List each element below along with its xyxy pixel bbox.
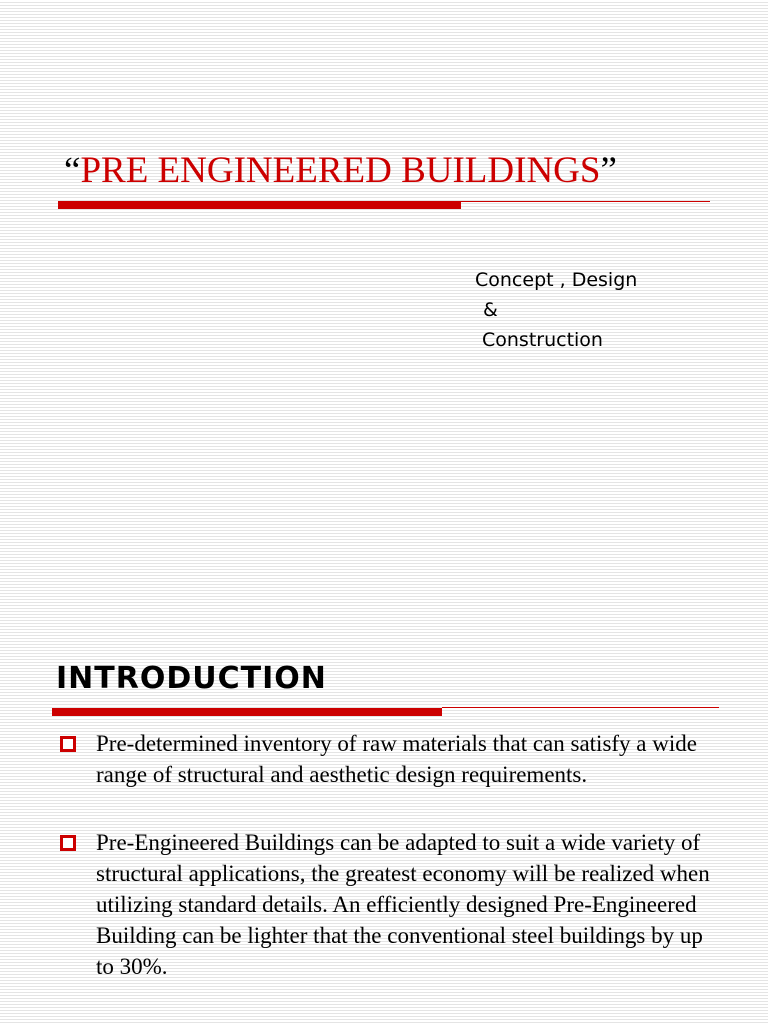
title-open-quote: “ <box>64 150 81 191</box>
bullet-list <box>60 728 720 982</box>
heading-underline-thin <box>442 707 719 708</box>
bullet-item <box>60 728 720 790</box>
hollow-square-bullet-icon <box>60 835 76 851</box>
title-text: PRE ENGINEERED BUILDINGS <box>80 150 601 191</box>
title-underline-thick <box>58 201 461 209</box>
slide-1-title <box>64 146 617 196</box>
bullet-text: Pre-determined inventory of raw materials that can satisfy a wide range of structural and aesthetic design requirements. <box>96 731 697 787</box>
slide-1-subtitle <box>470 265 637 355</box>
bullet-text: Pre-Engineered Buildings can be adapted to suit a wide variety of structural applications, the greatest economy will be realized when utilizing standard details. An efficiently designed Pre-Engineered Building can be lighter that the conventional steel buildings by up to 30%. <box>96 830 710 979</box>
heading-underline-thick <box>52 708 442 716</box>
title-close-quote: ” <box>600 150 617 191</box>
subtitle-line-2: & <box>483 299 498 321</box>
subtitle-line-1: Concept , Design <box>475 269 638 291</box>
subtitle-line-3: Construction <box>482 329 603 351</box>
title-underline-thin <box>461 201 710 202</box>
slide-2-title: INTRODUCTION <box>56 661 327 696</box>
bullet-item <box>60 827 720 982</box>
hollow-square-bullet-icon <box>60 736 76 752</box>
